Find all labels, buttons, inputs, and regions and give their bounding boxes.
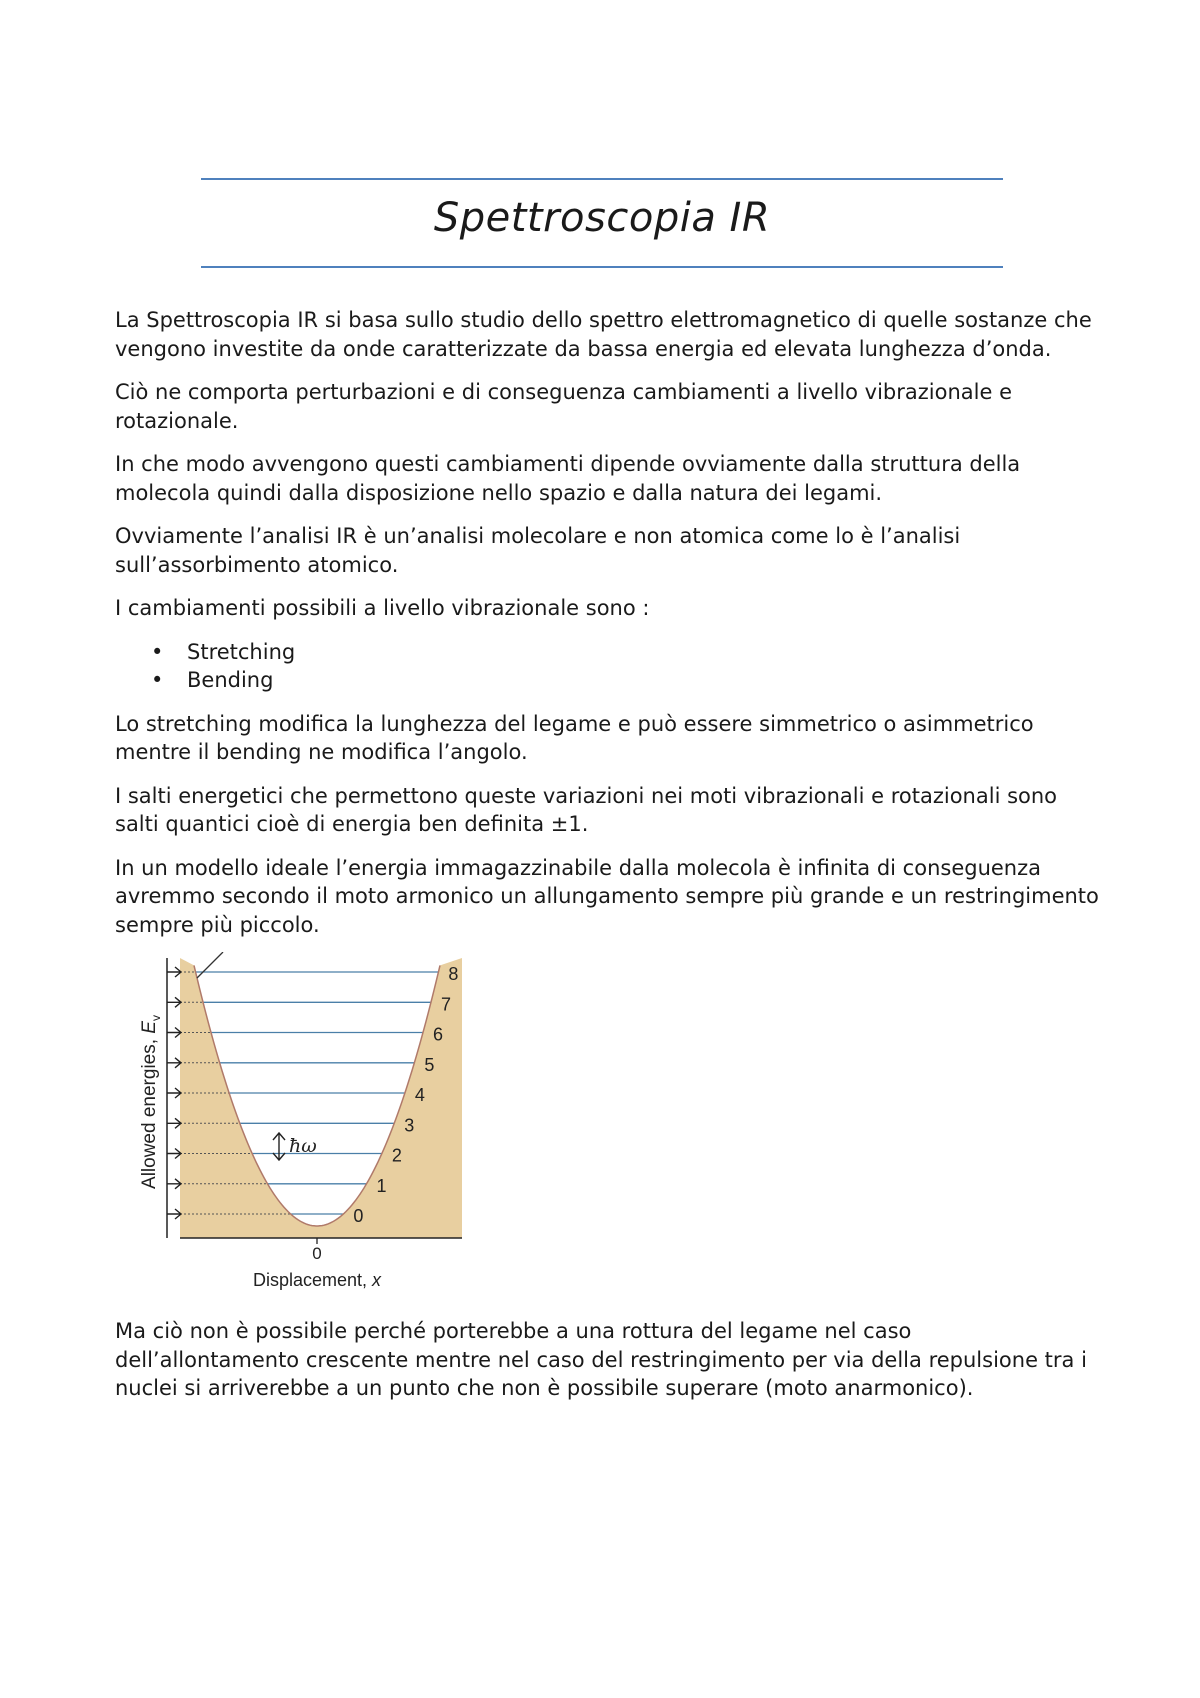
harmonic-oscillator-figure — [125, 952, 485, 1297]
paragraph: I salti energetici che permettono queste variazioni nei moti vibrazionali e rotazionali sono salti quantici cioè di energia ben definita ±1. — [115, 783, 1058, 836]
quantum-label: ħω — [289, 1135, 317, 1157]
level-arrows — [167, 967, 181, 1219]
energy-level-label: 6 — [433, 1024, 444, 1045]
potential-well-diagram — [125, 952, 485, 1297]
energy-level-label: 1 — [376, 1175, 387, 1196]
paragraph: I cambiamenti possibili a livello vibrazionale sono : — [115, 596, 650, 620]
paragraph: Ma ciò non è possibile perché porterebbe a una rottura del legame nel caso dell’allontamento crescente mentre nel caso del restringimento per via della repulsione tra i nuclei si arriverebbe a un punto che non è possibile superare (moto anarmonico). — [115, 1319, 1087, 1400]
x-tick-label: 0 — [312, 1244, 322, 1263]
energy-level-label: 2 — [391, 1145, 402, 1166]
paragraph: Lo stretching modifica la lunghezza del legame e può essere simmetrico o asimmetrico mentre il bending ne modifica l’angolo. — [115, 711, 1034, 764]
document-body — [115, 306, 1100, 1418]
energy-level-label: 5 — [424, 1054, 435, 1075]
energy-level-label: 0 — [353, 1206, 364, 1226]
level-arrow — [167, 1118, 181, 1128]
level-arrow — [167, 1028, 181, 1038]
level-arrow — [167, 997, 181, 1007]
x-axis-label: Displacement, x — [252, 1270, 382, 1290]
level-arrow — [167, 1058, 181, 1068]
paragraph: Ciò ne comporta perturbazioni e di conseguenza cambiamenti a livello vibrazionale e rotazionale. — [115, 380, 1013, 433]
title-rule-top — [201, 178, 1003, 180]
title-rule-bottom — [201, 266, 1003, 268]
paragraph: In che modo avvengono questi cambiamenti dipende ovviamente dalla struttura della molecola quindi dalla disposizione nello spazio e dalla natura dei legami. — [115, 452, 1021, 505]
bullet-list — [115, 638, 1100, 695]
level-arrow — [167, 1088, 181, 1098]
level-arrow — [167, 1149, 181, 1159]
paragraph: La Spettroscopia IR si basa sullo studio dello spettro elettromagnetico di quelle sostanze che vengono investite da onde caratterizzate da bassa energia ed elevata lunghezza d’onda. — [115, 308, 1092, 361]
level-arrow — [167, 1209, 181, 1219]
energy-level-label: 3 — [404, 1115, 415, 1136]
page-title: Spettroscopia IR — [433, 195, 771, 241]
energy-level-label: 8 — [448, 964, 459, 984]
list-item: • Bending — [187, 666, 1100, 695]
y-axis-label: Allowed energies, $E_v$ — [139, 1015, 163, 1189]
energy-level-label: 7 — [441, 994, 452, 1015]
paragraph: Ovviamente l’analisi IR è un’analisi molecolare e non atomica come lo è l’analisi sull’assorbimento atomico. — [115, 524, 961, 577]
level-arrow — [167, 967, 181, 977]
paragraph: In un modello ideale l’energia immagazzinabile dalla molecola è infinita di conseguenza avremmo secondo il moto armonico un allungamento sempre più grande e un restringimento sempre più piccolo. — [115, 855, 1099, 937]
quantum-spacing-marker — [273, 1133, 317, 1160]
level-arrow — [167, 1179, 181, 1189]
energy-level-label: 4 — [414, 1085, 425, 1105]
list-item: • Stretching — [187, 638, 1100, 667]
pointer-line — [197, 952, 223, 978]
